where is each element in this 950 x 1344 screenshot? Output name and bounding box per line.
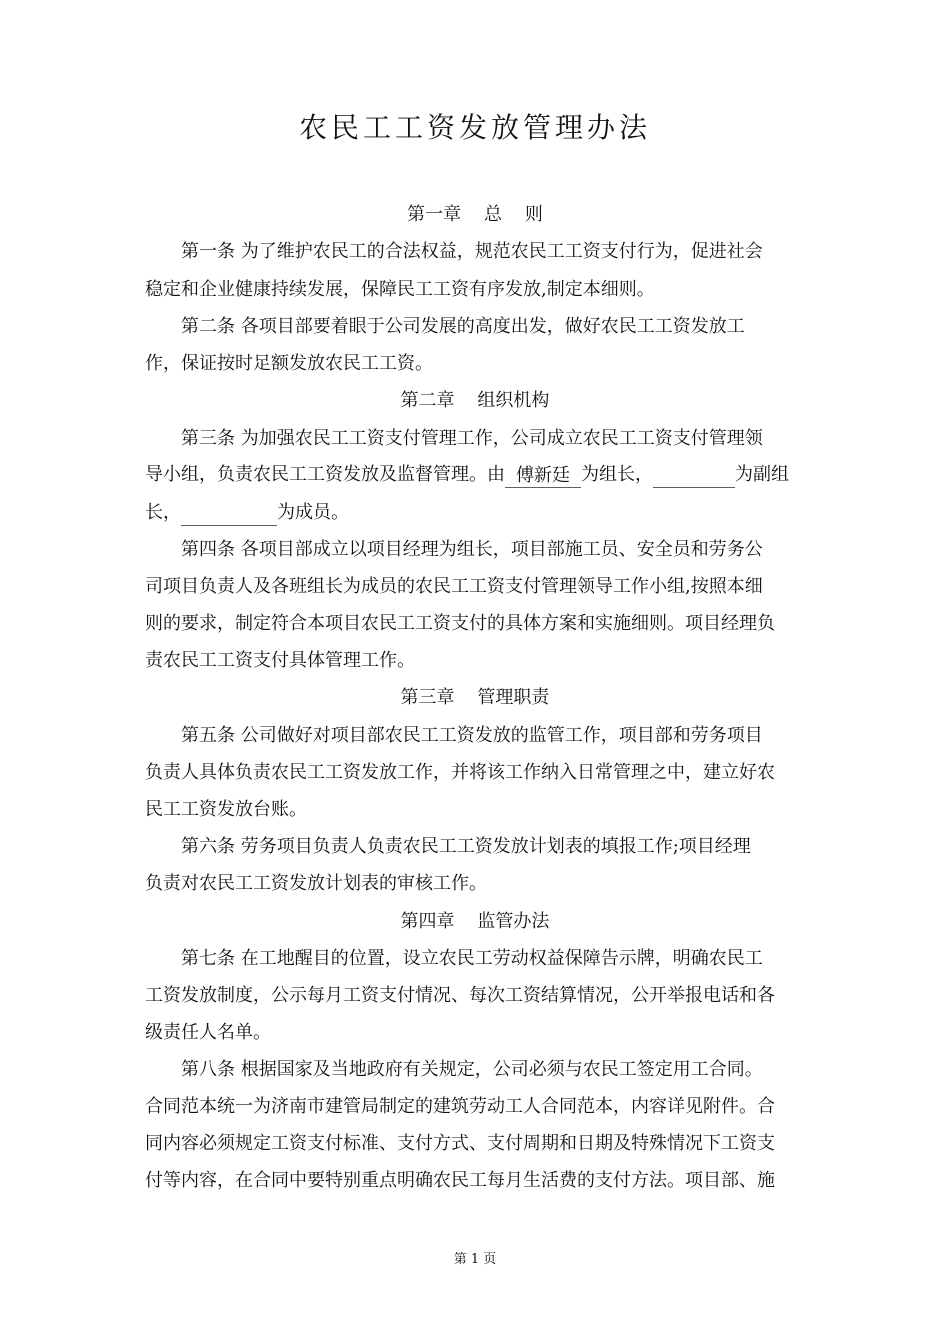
- article-7-line-1: 第七条 在工地醒目的位置，设立农民工劳动权益保障告示牌，明确农民工: [181, 948, 763, 969]
- article-5-line-2: 负责人具体负责农民工工资发放工作，并将该工作纳入日常管理之中，建立好农: [145, 762, 775, 783]
- article-5-line-1: 第五条 公司做好对项目部农民工工资发放的监管工作，项目部和劳务项目: [181, 725, 763, 746]
- article-4-line-4: 责农民工工资支付具体管理工作。: [145, 650, 415, 671]
- document-title: 农民工工资发放管理办法: [298, 111, 651, 144]
- article-6-line-2: 负责对农民工工资发放计划表的审核工作。: [145, 873, 487, 894]
- article-3-line-1: 第三条 为加强农民工工资支付管理工作，公司成立农民工工资支付管理领: [181, 428, 763, 449]
- article-2-line-1: 第二条 各项目部要着眼于公司发展的高度出发，做好农民工工资发放工: [181, 316, 745, 337]
- article-3-line-2: [145, 462, 810, 488]
- article-8-line-2: 合同范本统一为济南市建管局制定的建筑劳动工人合同范本，内容详见附件。合: [145, 1096, 775, 1117]
- article-8-line-4: 付等内容，在合同中要特别重点明确农民工每月生活费的支付方法。项目部、施: [145, 1170, 775, 1191]
- article-4-line-3: 则的要求，制定符合本项目农民工工资支付的具体方案和实施细则。项目经理负: [145, 613, 775, 634]
- article-1-line-1: 第一条 为了维护农民工的合法权益，规范农民工工资支付行为，促进社会: [181, 241, 763, 262]
- article-8-line-1: 第八条 根据国家及当地政府有关规定，公司必须与农民工签定用工合同。: [181, 1059, 763, 1080]
- article-3-line-3: [145, 500, 810, 526]
- article-4-line-1: 第四条 各项目部成立以项目经理为组长，项目部施工员、安全员和劳务公: [181, 539, 763, 560]
- chapter-heading-2: 第二章 组织机构: [400, 390, 550, 411]
- leader-name-field: 傅新廷: [505, 463, 581, 488]
- page-number: 第 1 页: [453, 1252, 497, 1267]
- chapter-heading-4: 第四章 监管办法: [400, 911, 550, 932]
- article-7-line-2: 工资发放制度，公示每月工资支付情况、每次工资结算情况，公开举报电话和各: [145, 985, 775, 1006]
- chapter-heading-3: 第三章 管理职责: [400, 687, 550, 708]
- article-5-line-3: 民工工资发放台账。: [145, 799, 307, 820]
- article-4-line-2: 司项目负责人及各班组长为成员的农民工工资支付管理领导工作小组,按照本细: [145, 576, 763, 597]
- article-2-line-2: 作，保证按时足额发放农民工工资。: [145, 353, 433, 374]
- article-3-line-3-text: 长，: [145, 502, 181, 523]
- deputy-leader-blank: [653, 463, 735, 488]
- article-7-line-3: 级责任人名单。: [145, 1022, 271, 1043]
- article-3-line-2-text-b: 为组长，: [581, 464, 653, 485]
- article-8-line-3: 同内容必须规定工资支付标准、支付方式、支付周期和日期及特殊情况下工资支: [145, 1133, 775, 1154]
- article-3-line-3-text-b: 为成员。: [277, 502, 349, 523]
- article-3-line-2-text-c: 为副组: [735, 464, 789, 485]
- article-1-line-2: 稳定和企业健康持续发展，保障民工工资有序发放,制定本细则。: [145, 279, 655, 300]
- chapter-heading-1: 第一章 总 则: [407, 204, 543, 225]
- article-6-line-1: 第六条 劳务项目负责人负责农民工工资发放计划表的填报工作;项目经理: [181, 836, 751, 857]
- members-blank: [181, 501, 277, 526]
- article-3-line-2-text: 导小组，负责农民工工资发放及监督管理。由: [145, 464, 505, 485]
